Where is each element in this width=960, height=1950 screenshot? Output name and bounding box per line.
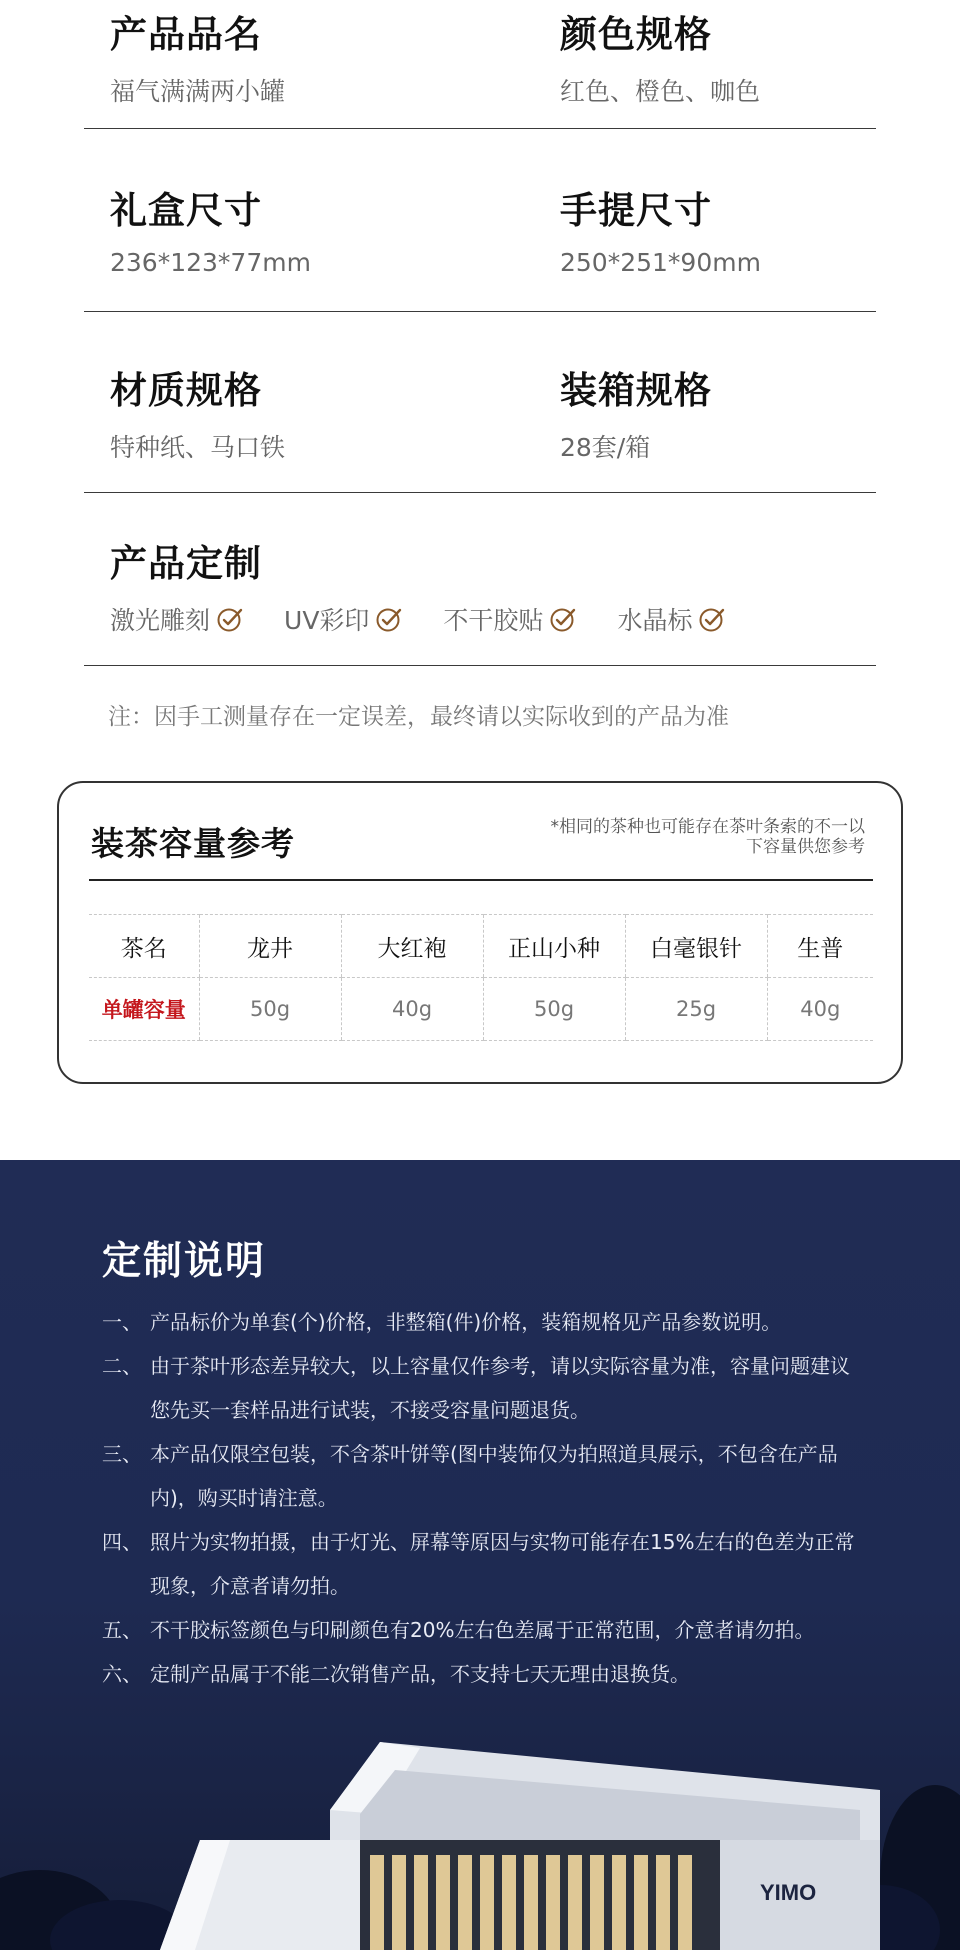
building-photo	[0, 1730, 960, 1950]
instructions-section	[0, 1160, 960, 1950]
list-item	[102, 1344, 862, 1432]
spec-gift-box-size	[110, 180, 311, 277]
capacity-cell: 25g	[625, 978, 767, 1041]
spec-value: 250*251*90mm	[560, 248, 761, 277]
spec-value: 特种纸、马口铁	[110, 433, 286, 462]
item-number: 一、	[102, 1310, 142, 1334]
option-label: 不干胶贴	[443, 606, 544, 635]
building-sign: YIMO	[760, 1880, 817, 1905]
list-item	[102, 1608, 862, 1652]
row-label-cell: 单罐容量	[89, 978, 199, 1041]
item-text: 照片为实物拍摄，由于灯光、屏幕等原因与实物可能存在15%左右的色差为正常现象，介意者请勿拍。	[150, 1530, 855, 1598]
instructions-title: 定制说明	[102, 1239, 267, 1284]
spec-label: 礼盒尺寸	[110, 189, 262, 232]
capacity-card	[57, 781, 903, 1084]
capacity-cell: 50g	[199, 978, 341, 1041]
instructions-list	[102, 1300, 862, 1696]
tea-name-cell: 大红袍	[341, 915, 483, 978]
spec-color	[560, 4, 760, 108]
tea-name-cell: 白毫银针	[625, 915, 767, 978]
capacity-cell: 40g	[767, 978, 873, 1041]
spec-label: 手提尺寸	[560, 189, 712, 232]
tea-name-cell: 生普	[767, 915, 873, 978]
spec-product-name	[110, 4, 285, 108]
spec-label: 产品定制	[110, 542, 262, 585]
check-circle-icon	[549, 605, 577, 633]
spec-value: 236*123*77mm	[110, 248, 311, 277]
customization-options	[110, 601, 726, 637]
divider	[89, 879, 873, 881]
check-circle-icon	[698, 605, 726, 633]
item-number: 四、	[102, 1530, 142, 1554]
divider	[84, 492, 876, 493]
table-row	[89, 978, 873, 1041]
divider	[84, 311, 876, 312]
list-item	[102, 1652, 862, 1696]
spec-material	[110, 360, 285, 464]
tea-name-cell: 龙井	[199, 915, 341, 978]
header-cell: 茶名	[89, 915, 199, 978]
item-number: 五、	[102, 1618, 142, 1642]
item-text: 本产品仅限空包装，不含茶叶饼等(图中装饰仅为拍照道具展示，不包含在产品内)，购买时请注意。	[150, 1442, 838, 1510]
list-item	[102, 1432, 862, 1520]
check-circle-icon	[216, 605, 244, 633]
spec-label: 产品品名	[110, 13, 262, 56]
capacity-table	[89, 914, 873, 1041]
spec-value: 28套/箱	[560, 433, 651, 462]
spec-packing	[560, 360, 712, 464]
item-text: 产品标价为单套(个)价格，非整箱(件)价格，装箱规格见产品参数说明。	[150, 1310, 782, 1334]
item-text: 不干胶标签颜色与印刷颜色有20%左右色差属于正常范围，介意者请勿拍。	[150, 1618, 815, 1642]
item-number: 六、	[102, 1662, 142, 1686]
option-label: 水晶标	[617, 606, 693, 635]
customization-option	[110, 601, 244, 637]
measurement-note: 注：因手工测量存在一定误差，最终请以实际收到的产品为准	[108, 704, 729, 730]
capacity-cell: 50g	[483, 978, 625, 1041]
spec-handbag-size	[560, 180, 761, 277]
item-number: 三、	[102, 1442, 142, 1466]
divider	[84, 665, 876, 666]
customization-option	[284, 601, 403, 637]
option-label: 激光雕刻	[110, 606, 211, 635]
capacity-note: *相同的茶种也可能存在茶叶条索的不一以下容量供您参考	[550, 817, 865, 857]
table-header-row	[89, 915, 873, 978]
spec-customization	[110, 533, 726, 637]
spec-label: 材质规格	[110, 369, 262, 412]
divider	[84, 128, 876, 129]
customization-option	[617, 601, 726, 637]
capacity-cell: 40g	[341, 978, 483, 1041]
spec-value: 福气满满两小罐	[110, 77, 286, 106]
customization-option	[443, 601, 577, 637]
capacity-title: 装茶容量参考	[91, 824, 295, 863]
spec-value: 红色、橙色、咖色	[560, 77, 761, 106]
item-number: 二、	[102, 1354, 142, 1378]
item-text: 由于茶叶形态差异较大，以上容量仅作参考，请以实际容量为准，容量问题建议您先买一套样品进行试装，不接受容量问题退货。	[150, 1354, 850, 1422]
item-text: 定制产品属于不能二次销售产品，不支持七天无理由退换货。	[150, 1662, 690, 1686]
check-circle-icon	[375, 605, 403, 633]
spec-label: 装箱规格	[560, 369, 712, 412]
spec-label: 颜色规格	[560, 13, 712, 56]
tea-name-cell: 正山小种	[483, 915, 625, 978]
list-item	[102, 1300, 862, 1344]
list-item	[102, 1520, 862, 1608]
option-label: UV彩印	[284, 606, 370, 635]
